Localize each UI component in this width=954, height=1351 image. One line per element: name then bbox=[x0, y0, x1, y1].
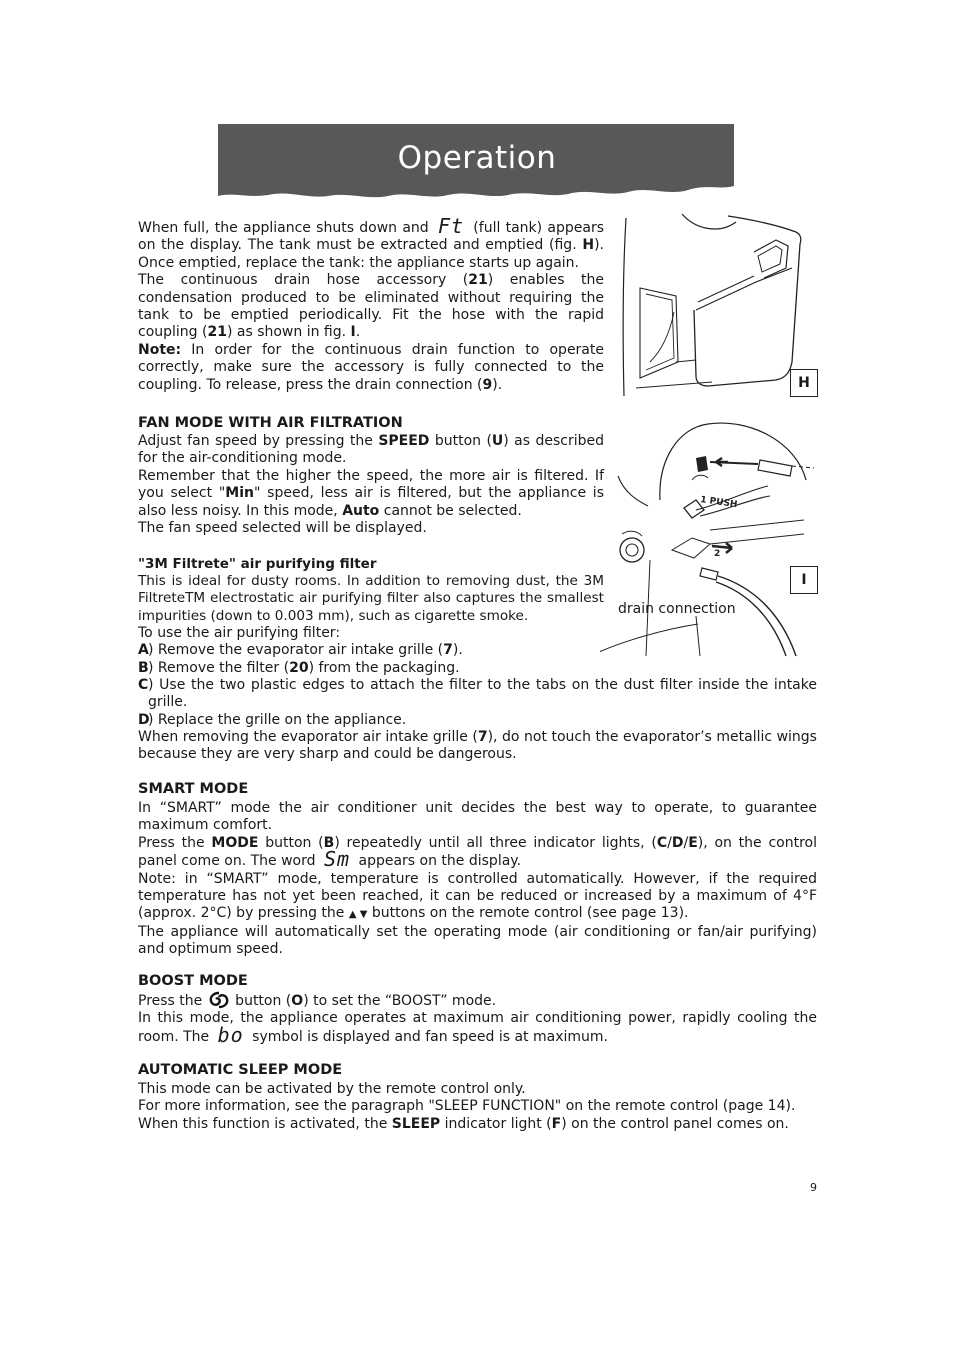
page-title: Operation bbox=[397, 140, 557, 176]
push-label: 1 PUSH bbox=[699, 495, 738, 511]
intro-paragraph-1: When full, the appliance shuts down and Ft (full tank) appears on the display. The tank must be extracted and emptied (fig. H). Once emptied, replace the tank: the appliance starts up again. The continuous drain hose accessory (21) enables the condensation produced to be eliminated without requiring the tank to be emptied periodically. Fit the hose with the rapid coupling (21) as shown in fig. I. Note: In order for the continuous drain function to operate correctly, make sure the accessory is fully connected to the coupling. To release, press the drain connection (9). bbox=[138, 214, 604, 393]
boost-mode-heading: BOOST MODE bbox=[138, 973, 248, 989]
smart-symbol: Sm bbox=[323, 847, 351, 872]
filter-paragraph: This is ideal for dusty rooms. In addition to removing dust, the 3M FiltreteTM electrostatic air purifying filter also captures the smallest impurities (down to 0.003 mm), such as cigarette smoke. bbox=[138, 573, 604, 624]
figure-i-label: I bbox=[790, 566, 818, 594]
note-label: Note: bbox=[138, 341, 182, 358]
drain-connection-caption: drain connection bbox=[618, 601, 736, 617]
filter-heading: "3M Filtrete" air purifying filter bbox=[138, 556, 377, 572]
filter-step-a: A ) Remove the evaporator air intake grille (7). bbox=[138, 642, 463, 658]
filter-step-d: D ) Replace the grille on the appliance. bbox=[138, 712, 407, 728]
page-number: 9 bbox=[810, 1181, 817, 1194]
filter-instructions-intro: To use the air purifying filter: bbox=[138, 625, 341, 641]
step-2-label: 2 bbox=[714, 549, 721, 559]
boost-mode-paragraph: Press the button (O) to set the “BOOST” mode. In this mode, the appliance operates at maximum air conditioning power, rapidly cooling the room. The bo symbol is displayed and fan speed is at maximum. bbox=[138, 993, 817, 1047]
boost-symbol: bo bbox=[217, 1022, 244, 1047]
smart-mode-heading: SMART MODE bbox=[138, 781, 249, 797]
full-tank-symbol: Ft bbox=[437, 214, 465, 238]
figure-h-label: H bbox=[790, 369, 818, 397]
smart-mode-paragraph: In “SMART” mode the air conditioner unit decides the best way to operate, to guarantee maximum comfort. Press the MODE button (B) repeatedly until all three indicator lights, (C/D/E), on the control panel come on. The word Sm appears on the display. Note: in “SMART” mode, temperature is controlled automatically. However, if the required temperature has not yet been reached, it can be reduced or increased by a maximum of 4°F (approx. 2°C) by pressing the ▲ ▼ buttons on the remote control (see page 13). The appliance will automatically set the operating mode (air conditioning or fan/air purifying) and optimum speed. bbox=[138, 800, 817, 958]
figure-i-drain-hose-illustration bbox=[600, 420, 815, 660]
fan-mode-heading: FAN MODE WITH AIR FILTRATION bbox=[138, 415, 403, 431]
boost-icon bbox=[207, 991, 231, 1009]
filter-warning: When removing the evaporator air intake grille (7), do not touch the evaporator’s metallic wings because they are very sharp and could be dangerous. bbox=[138, 729, 817, 763]
sleep-mode-heading: AUTOMATIC SLEEP MODE bbox=[138, 1062, 343, 1078]
filter-step-c: C ) Use the two plastic edges to attach the filter to the tabs on the dust filter inside the intake grille. bbox=[138, 677, 817, 711]
fan-mode-paragraph: Adjust fan speed by pressing the SPEED button (U) as described for the air-conditioning mode. Remember that the higher the speed, the more air is filtered. If you select "Min" speed, less air is filtered, but the appliance is also less noisy. In this mode, Auto cannot be selected. The fan speed selected will be displayed. bbox=[138, 433, 605, 537]
filter-step-b: B ) Remove the filter (20) from the packaging. bbox=[138, 660, 460, 676]
sleep-mode-paragraph: This mode can be activated by the remote control only. For more information, see the paragraph "SLEEP FUNCTION" on the remote control (page 14). When this function is activated, the SLEEP indicator light (F) on the control panel comes on. bbox=[138, 1081, 796, 1132]
up-down-arrows-icon: ▲ ▼ bbox=[348, 909, 368, 921]
figure-h-tank-illustration bbox=[616, 212, 806, 402]
